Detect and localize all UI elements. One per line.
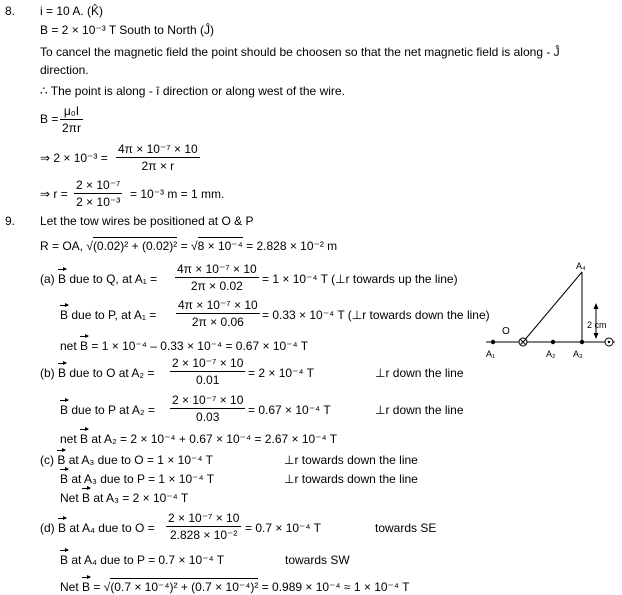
- fraction: [176, 298, 260, 329]
- direction: ⊥r towards down the line: [284, 472, 418, 486]
- expression: at A₃ = 2 × 10⁻⁴ T: [90, 491, 189, 505]
- fraction-denominator: 2.828 × 10⁻²: [170, 528, 238, 542]
- fraction-numerator: 2 × 10⁻⁷ × 10: [172, 356, 244, 370]
- label-a1: A₁: [486, 349, 496, 359]
- equation-rhs: = 0.67 × 10⁻⁴ T: [248, 403, 331, 417]
- dimension-arrow-up-icon: [594, 303, 599, 309]
- equation-rhs: at A₂ = 2 × 10⁻⁴ + 0.67 × 10⁻⁴ = 2.67 × 10⁻⁴ T: [88, 432, 338, 446]
- fraction-numerator: 2 × 10⁻⁷ × 10: [172, 393, 244, 407]
- label-o: O: [502, 326, 510, 337]
- dimension-arrow-down-icon: [594, 333, 599, 339]
- equation-rhs: = 1 × 10⁻⁴ T (⊥r towards up the line): [262, 272, 458, 286]
- vector-symbol: B: [82, 580, 91, 594]
- fraction-denominator: 2πr: [62, 121, 81, 135]
- wire-diagram: [478, 258, 618, 366]
- label: net: [60, 432, 77, 446]
- text-line: ∴ The point is along - î direction or along west of the wire.: [40, 84, 345, 98]
- vector-symbol: B: [82, 491, 91, 505]
- label: Net: [60, 580, 79, 594]
- fraction: [170, 356, 245, 387]
- expression: at A₄ due to O =: [66, 521, 155, 535]
- part-c-line-3: [60, 491, 188, 505]
- vector-symbol: B: [57, 453, 66, 467]
- expression: due to Q, at A₁ =: [66, 272, 158, 286]
- equation-rhs: = 2.828 × 10⁻² m: [246, 239, 338, 253]
- vector-symbol: B: [60, 308, 69, 322]
- fraction-denominator: 0.01: [196, 373, 220, 387]
- expression: at A₃ due to O = 1 × 10⁻⁴ T: [65, 453, 213, 467]
- part-b-line-2: [60, 403, 155, 417]
- fraction-denominator: 2π × r: [141, 159, 175, 173]
- fraction: [175, 262, 259, 293]
- radical: (0.02)² + (0.02)²: [92, 239, 178, 253]
- part-d-line-1: [40, 521, 155, 535]
- label-a3: A₃: [573, 349, 583, 359]
- fraction: [116, 142, 200, 173]
- equation-rhs: = 2 × 10⁻⁴ T: [248, 366, 314, 380]
- direction: ⊥r down the line: [375, 403, 464, 417]
- fraction: [166, 511, 241, 542]
- vector-symbol: B: [80, 339, 89, 353]
- equation-rhs: = 10⁻³ m = 1 mm.: [130, 187, 225, 201]
- fraction-denominator: 0.03: [196, 410, 220, 424]
- direction: ⊥r towards down the line: [284, 453, 418, 467]
- part-a-line-1: [40, 272, 157, 286]
- problem-number-9: 9.: [5, 214, 16, 228]
- point-a2: [551, 340, 555, 344]
- part-a-line-3: [60, 339, 308, 353]
- fraction: [170, 393, 245, 424]
- equation-rhs: = 0.33 × 10⁻⁴ T (⊥r towards down the line): [262, 308, 490, 322]
- vector-symbol: B: [58, 272, 67, 286]
- fraction-denominator: 2π × 0.06: [191, 315, 244, 329]
- equation-lhs: B =: [40, 112, 59, 126]
- equation-mid: =: [90, 580, 101, 594]
- equation-lhs: ⇒ 2 × 10⁻³ =: [40, 151, 108, 165]
- fraction-numerator: 2 × 10⁻⁷: [76, 178, 121, 192]
- equation-rhs: = 0.989 × 10⁻⁴ ≈ 1 × 10⁻⁴ T: [261, 580, 410, 594]
- part-a-line-2: [60, 308, 156, 322]
- part-label: (b): [40, 366, 55, 380]
- vector-symbol: B: [60, 553, 69, 567]
- part-b-line-1: [40, 366, 154, 380]
- part-label: (c): [40, 453, 54, 467]
- equation-mid: =: [180, 239, 188, 253]
- part-label: (a): [40, 272, 55, 286]
- vector-symbol: B: [58, 366, 67, 380]
- vector-symbol: B: [60, 403, 69, 417]
- direction: towards SE: [375, 521, 437, 535]
- part-label: (d): [40, 521, 55, 535]
- current-value: i = 10 A. (K̂): [40, 4, 104, 18]
- fraction-numerator: 4π × 10⁻⁷ × 10: [177, 262, 257, 276]
- label: Net: [60, 491, 79, 505]
- direction: towards SW: [285, 553, 350, 567]
- expression: due to P, at A₁ =: [68, 308, 157, 322]
- fraction-numerator: 2 × 10⁻⁷ × 10: [168, 511, 240, 525]
- part-c-line-1: [40, 453, 213, 467]
- point-a3: [580, 340, 584, 344]
- part-d-line-3: Net B = √(0.7 × 10⁻⁴)² + (0.7 × 10⁻⁴)² = 0.989 × 10⁻⁴ ≈ 1 × 10⁻⁴ T: [60, 580, 410, 594]
- text-line: To cancel the magnetic field the point should be choosen so that the net magnetic field is along - Ĵ: [40, 45, 560, 59]
- point-a1: [491, 340, 495, 344]
- fraction-numerator: μ₀I: [60, 104, 83, 120]
- part-c-line-2: [60, 472, 214, 486]
- vector-symbol: B: [60, 472, 69, 486]
- equation-rhs: = 0.7 × 10⁻⁴ T: [245, 521, 321, 535]
- fraction-numerator: 4π × 10⁻⁷ × 10: [178, 298, 258, 312]
- fraction: [74, 178, 122, 209]
- label-a2: A₂: [546, 349, 556, 359]
- hypotenuse: [523, 272, 582, 342]
- expression: at A₄ due to P = 0.7 × 10⁻⁴ T: [68, 553, 225, 567]
- label-distance: 2 cm: [587, 320, 607, 330]
- label: net: [60, 339, 77, 353]
- fraction: [60, 104, 83, 135]
- label-a4: A₄: [576, 261, 586, 271]
- text-line: direction.: [40, 63, 89, 77]
- vector-symbol: B: [80, 432, 89, 446]
- part-b-line-3: [60, 432, 337, 446]
- radical: (0.7 × 10⁻⁴)² + (0.7 × 10⁻⁴)²: [110, 580, 259, 594]
- text-line: Let the tow wires be positioned at O & P: [40, 214, 254, 228]
- equation-lhs: ⇒ r =: [40, 187, 68, 201]
- equation-lhs: R = OA,: [40, 239, 84, 253]
- distance-equation: R = OA, √(0.02)² + (0.02)² = √8 × 10⁻⁴ = 2.828 × 10⁻² m: [40, 239, 338, 253]
- direction: ⊥r down the line: [375, 366, 464, 380]
- problem-number-8: 8.: [5, 4, 16, 18]
- expression: due to O at A₂ =: [66, 366, 155, 380]
- expression: due to P at A₂ =: [68, 403, 155, 417]
- field-value: B = 2 × 10⁻³ T South to North (Ĵ): [40, 23, 214, 37]
- part-d-line-2: [60, 553, 224, 567]
- vector-symbol: B: [58, 521, 67, 535]
- fraction-denominator: 2 × 10⁻³: [76, 195, 121, 209]
- expression: at A₃ due to P = 1 × 10⁻⁴ T: [68, 472, 215, 486]
- equation-rhs: = 1 × 10⁻⁴ – 0.33 × 10⁻⁴ = 0.67 × 10⁻⁴ T: [88, 339, 309, 353]
- radical: 8 × 10⁻⁴: [197, 239, 243, 253]
- fraction-denominator: 2π × 0.02: [190, 279, 243, 293]
- fraction-numerator: 4π × 10⁻⁷ × 10: [118, 142, 198, 156]
